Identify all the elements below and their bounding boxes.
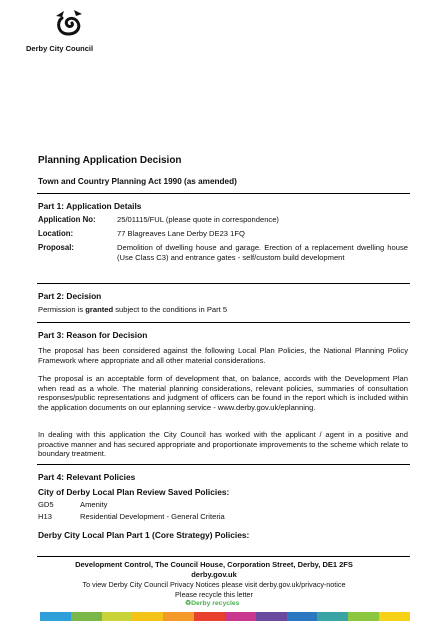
ram-icon — [52, 8, 88, 42]
proposal-label: Proposal: — [38, 243, 74, 252]
page-title: Planning Application Decision — [38, 155, 182, 166]
recycle-logo-text: Derby recycles — [191, 600, 240, 607]
policy-code: H13 — [38, 512, 52, 521]
act-title: Town and Country Planning Act 1990 (as amended) — [38, 177, 237, 186]
color-stripe-segment — [348, 612, 379, 621]
reason-para-1: The proposal has been considered against the following Local Plan Policies, the National Planning Policy Framework where appropriate and all other material considerations. — [38, 346, 408, 365]
proposal-value: Demolition of dwelling house and garage. Erection of a replacement dwelling house (Use Class C3) and entrance gates - self/custom build development — [117, 243, 408, 262]
color-stripe-segment — [194, 612, 225, 621]
color-stripe-segment — [102, 612, 133, 621]
color-stripe-segment — [379, 612, 410, 621]
color-stripe-segment — [40, 612, 71, 621]
divider — [37, 464, 410, 465]
policy-name: Residential Development - General Criteria — [80, 512, 225, 521]
footer-recycle: Please recycle this letter — [175, 590, 253, 599]
reason-para-2: The proposal is an acceptable form of development that, on balance, accords with the Development Plan when read as a whole. The material planning considerations, relevant policies, summaries of consultation responses/public representations and judgment of officers can be found in the report which is included within the application documents on our eplanning service - www.derby.gov.uk/eplanning. — [38, 374, 408, 412]
color-stripe-segment — [225, 612, 256, 621]
council-name: Derby City Council — [26, 44, 94, 53]
decision-granted: granted — [85, 305, 114, 314]
recycle-icon: ♻ — [185, 600, 192, 607]
app-no-label: Application No: — [38, 215, 96, 224]
color-stripe — [40, 612, 410, 621]
footer-privacy: To view Derby City Council Privacy Notices please visit derby.gov.uk/privacy-notice — [82, 580, 346, 589]
decision-text-before: Permission is — [38, 305, 86, 314]
color-stripe-segment — [163, 612, 194, 621]
reason-para-3: In dealing with this application the City Council has worked with the applicant / agent in a positive and proactive manner and has secured appropriate and proportionate improvements to the scheme which relate to boundary treatment. — [38, 430, 408, 458]
saved-policies-heading: City of Derby Local Plan Review Saved Policies: — [38, 487, 230, 497]
color-stripe-segment — [132, 612, 163, 621]
divider — [37, 322, 410, 323]
part1-heading: Part 1: Application Details — [38, 201, 142, 211]
policy-code: GD5 — [38, 500, 54, 509]
divider — [37, 193, 410, 194]
divider — [37, 283, 410, 284]
color-stripe-segment — [317, 612, 348, 621]
part3-heading: Part 3: Reason for Decision — [38, 330, 148, 340]
footer-address: Development Control, The Council House, Corporation Street, Derby, DE1 2FS — [75, 560, 353, 569]
color-stripe-segment — [71, 612, 102, 621]
color-stripe-segment — [287, 612, 318, 621]
app-no-value: 25/01115/FUL (please quote in correspondence) — [117, 215, 279, 224]
council-logo — [20, 8, 120, 56]
color-stripe-segment — [256, 612, 287, 621]
policy-name: Amenity — [80, 500, 108, 509]
part4-heading: Part 4: Relevant Policies — [38, 472, 136, 482]
location-value: 77 Blagreaves Lane Derby DE23 1FQ — [117, 229, 245, 238]
decision-text — [38, 305, 408, 315]
footer-website: derby.gov.uk — [191, 570, 237, 579]
footer-divider — [37, 556, 410, 557]
recycle-logo — [185, 599, 239, 607]
decision-text-after: subject to the conditions in Part 5 — [113, 305, 228, 314]
part2-heading: Part 2: Decision — [38, 291, 102, 301]
location-label: Location: — [38, 229, 74, 238]
core-policies-heading: Derby City Local Plan Part 1 (Core Strategy) Policies: — [38, 530, 250, 540]
